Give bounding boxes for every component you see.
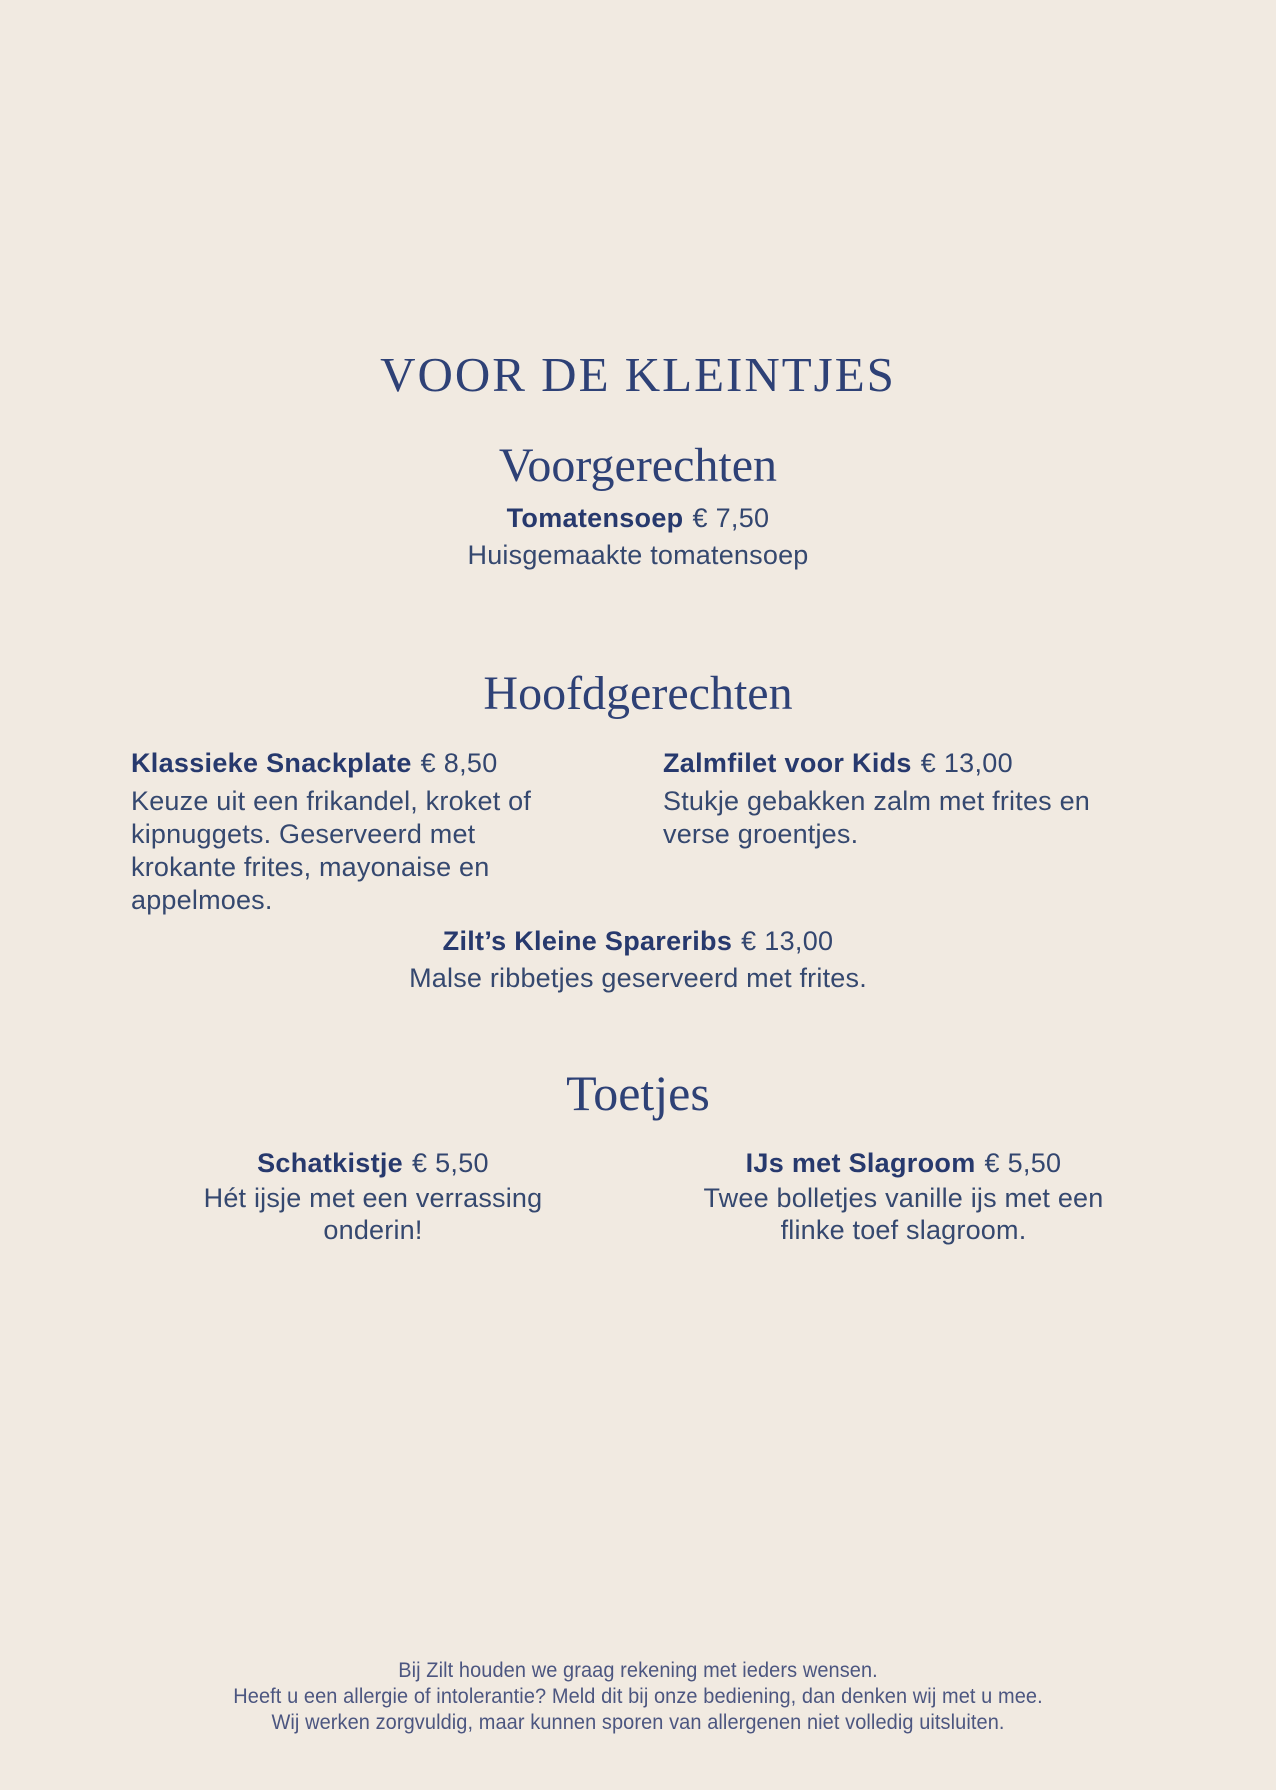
item-description: Twee bolletjes vanille ijs met een flinke toef slagroom. xyxy=(703,1183,1104,1245)
item-title-line xyxy=(148,1146,598,1180)
item-name: Tomatensoep xyxy=(506,503,684,533)
item-price: € 5,50 xyxy=(412,1148,489,1178)
footer-line-3: Wij werken zorgvuldig, maar kunnen sporen van allergenen niet volledig uitsluiten. xyxy=(271,1711,1005,1734)
item-description: Keuze uit een frikandel, kroket of kipnuggets. Geserveerd met krokante frites, mayonaise en appelmoes. xyxy=(131,786,532,915)
item-price: € 8,50 xyxy=(420,748,498,778)
item-description: Malse ribbetjes geserveerd met frites. xyxy=(409,963,867,993)
item-name: Klassieke Snackplate xyxy=(131,748,412,778)
item-name: Zalmfilet voor Kids xyxy=(663,748,912,778)
allergy-footer xyxy=(32,1658,1244,1736)
menu-item-zalmfilet-voor-kids xyxy=(663,746,1141,851)
item-title-line xyxy=(0,924,1276,958)
menu-item-zilts-kleine-spareribs xyxy=(0,924,1276,995)
item-price: € 13,00 xyxy=(741,926,834,956)
item-title-line xyxy=(676,1146,1131,1180)
item-description: Stukje gebakken zalm met frites en verse groentjes. xyxy=(663,786,1091,849)
item-description: Huisgemaakte tomatensoep xyxy=(467,540,809,570)
footer-line-1: Bij Zilt houden we graag rekening met ieders wensen. xyxy=(398,1659,878,1682)
item-name: Schatkistje xyxy=(257,1148,403,1178)
section-heading-toetjes: Toetjes xyxy=(566,1065,710,1121)
item-description: Hét ijsje met een verrassing onderin! xyxy=(203,1183,543,1245)
item-title-line xyxy=(131,746,576,780)
menu-item-schatkistje xyxy=(148,1146,598,1246)
page-title: VOOR DE KLEINTJES xyxy=(380,347,896,402)
menu-item-ijs-met-slagroom xyxy=(676,1146,1131,1246)
item-title-line xyxy=(0,501,1276,535)
item-price: € 5,50 xyxy=(984,1148,1062,1178)
menu-item-klassieke-snackplate xyxy=(131,746,576,917)
menu-item-tomatensoep xyxy=(0,501,1276,572)
item-name: Zilt’s Kleine Spareribs xyxy=(442,926,733,956)
section-heading-voorgerechten: Voorgerechten xyxy=(498,439,778,492)
item-title-line xyxy=(663,746,1141,780)
item-price: € 7,50 xyxy=(692,503,770,533)
footer-line-2: Heeft u een allergie of intolerantie? Meld dit bij onze bediening, dan denken wij met u mee. xyxy=(233,1685,1043,1708)
section-heading-hoofdgerechten: Hoofdgerechten xyxy=(483,667,793,720)
item-name: IJs met Slagroom xyxy=(745,1148,976,1178)
item-price: € 13,00 xyxy=(920,748,1013,778)
